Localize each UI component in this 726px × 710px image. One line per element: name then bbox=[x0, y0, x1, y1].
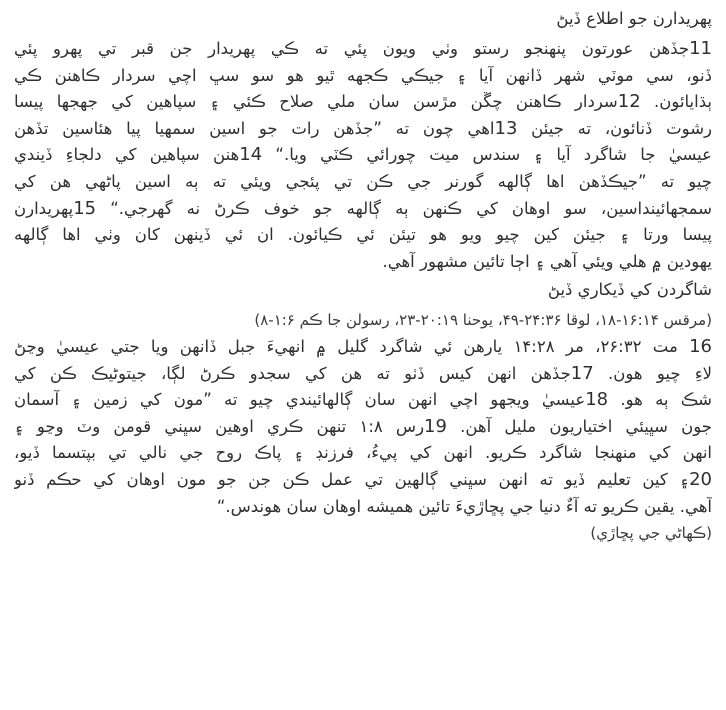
verse-text: انهن کي منهنجا شاگرد ڪريو. انهن کي پيءُ، فرزنڊ ۽ پاڪ روح جي نالي تي بپتسما ڏيو، bbox=[14, 443, 712, 463]
text-line bbox=[14, 494, 712, 521]
verse-text: مت ۲۶:۳۲، مر ۱۴:۲۸ يارهن ئي شاگرد گليل ۾ انهيءَ جبل ڏانهن ويا جتي عيسيٰ وڃڻ bbox=[14, 336, 690, 356]
verse-number: 20 bbox=[689, 468, 712, 490]
story-end-note: (ڪهاڻي جي پڇاڙي) bbox=[590, 524, 712, 543]
text-line bbox=[14, 169, 712, 196]
verse-text: جڏهن عورتون پنهنجو رستو وٺي ويون پئي ته ڪي پهريدار جن قبر تي پهرو پئي bbox=[14, 39, 690, 58]
text-line bbox=[14, 361, 712, 388]
text-line bbox=[14, 467, 712, 494]
text-line bbox=[14, 440, 712, 467]
text-line bbox=[14, 334, 712, 361]
text-line bbox=[14, 222, 712, 249]
verse-text: سمجهائينداسين، سو اوهان کي ڪنهن ٻه ڳالهه جو خوف ڪرڻ نه گهرجي.“ bbox=[96, 198, 712, 218]
verse-text: پهريدارن bbox=[14, 198, 74, 218]
verse-number: 15 bbox=[73, 197, 97, 219]
verse-text: رس ۱:۸ تنهن ڪري اوهين سڀني قومن وٽ وڃو ۽ bbox=[14, 416, 425, 436]
verse-text: لاءِ چيو هون. bbox=[593, 363, 712, 383]
verse-number: 14 bbox=[239, 144, 263, 166]
verse-text: سردار ڪاهنن چڱن مڙسن سان ملي صلاح ڪئي ۽ سپاهين کي جهجها پيسا bbox=[14, 92, 618, 112]
text-line bbox=[14, 196, 712, 223]
verse-text: پيسا ورتا ۽ جيئن کين چيو ويو هو تيئن ئي ڪيائون. ان ئي ڏينهن کان وٺي اها ڳالهه bbox=[14, 225, 712, 245]
text-line bbox=[14, 387, 712, 414]
verse-number: 17 bbox=[570, 362, 594, 384]
section-guards-report bbox=[14, 6, 712, 275]
verse-text: چيو ته ”جيڪڏهن اها ڳالهه گورنر جي ڪن تي پئجي ويئي ته ٻه اسين پاڻهي هن کي bbox=[14, 171, 712, 191]
verse-number: 16 bbox=[689, 335, 712, 357]
verse-number: 19 bbox=[424, 415, 447, 437]
section-disciples-appearance bbox=[14, 277, 712, 546]
verse-text: رشوت ڏنائون، ته جيئن bbox=[517, 118, 712, 138]
verse-text: يهودين ۾ هلي ويئي آهي ۽ اڄا تائين مشهور آهي. bbox=[382, 251, 712, 271]
text-line bbox=[14, 414, 712, 441]
text-line bbox=[14, 89, 712, 116]
section-body bbox=[14, 334, 712, 520]
verse-text: اهي چون ته ”جڏهن رات جو اسين سمهيا پيا هئاسين تڏهن bbox=[14, 118, 495, 138]
verse-number: 11 bbox=[689, 38, 712, 59]
text-line bbox=[14, 249, 712, 276]
verse-text: شڪ ٻه هو. bbox=[608, 390, 712, 410]
verse-text: جون سڀيئي اختياريون مليل آهن. bbox=[446, 416, 712, 436]
verse-text: ٻڌايائون. bbox=[640, 92, 712, 112]
section-body bbox=[14, 36, 712, 275]
cross-references: (مرقس ۱۶:۱۴-۱۸، لوقا ۲۴:۳۶-۴۹، يوحنا ۲۰:۱۹-۲۳، رسولن جا ڪم ۱:۶-۸) bbox=[254, 311, 712, 330]
text-line bbox=[14, 36, 712, 63]
verse-number: 18 bbox=[585, 389, 609, 411]
section-heading: شاگردن کي ڏيکاري ڏيڻ bbox=[547, 280, 712, 300]
text-line bbox=[14, 63, 712, 90]
verse-text: عيسيٰ ويجهو اچي انهن سان ڳالهائيندي چيو ته ”مون کي زمين ۽ آسمان bbox=[14, 390, 586, 410]
text-line bbox=[14, 142, 712, 169]
verse-text: هنن سپاهين کي دلجاءِ ڏيندي bbox=[14, 145, 240, 165]
verse-text: جڏهن انهن کيس ڏٺو ته هن کي سجدو ڪرڻ لڳا، جيتوڻيڪ ڪن کي bbox=[14, 363, 571, 383]
verse-number: 13 bbox=[494, 117, 518, 139]
verse-text: عيسيٰ جا شاگرد آيا ۽ سندس ميت چورائي ڪٽي ويا.“ bbox=[262, 145, 712, 165]
verse-text: ۽ کين تعليم ڏيو ته انهن سڀني ڳالهين تي عمل ڪن جن جو مون اوهان کي حڪم ڏنو bbox=[14, 469, 690, 489]
section-heading: پهريدارن جو اطلاع ڏيڻ bbox=[556, 9, 712, 28]
verse-text: ڏنو، سي موٽي شهر ڏانهن آيا ۽ جيڪي ڪجهه ٿيو هو سو سڀ اچي سردار ڪاهنن ڪي bbox=[14, 65, 712, 85]
verse-number: 12 bbox=[617, 91, 641, 113]
text-line bbox=[14, 116, 712, 143]
verse-text: آهي. يقين ڪريو ته آءٌ دنيا جي پڇاڙيءَ تائين هميشه اوهان سان هوندس.“ bbox=[216, 496, 712, 516]
